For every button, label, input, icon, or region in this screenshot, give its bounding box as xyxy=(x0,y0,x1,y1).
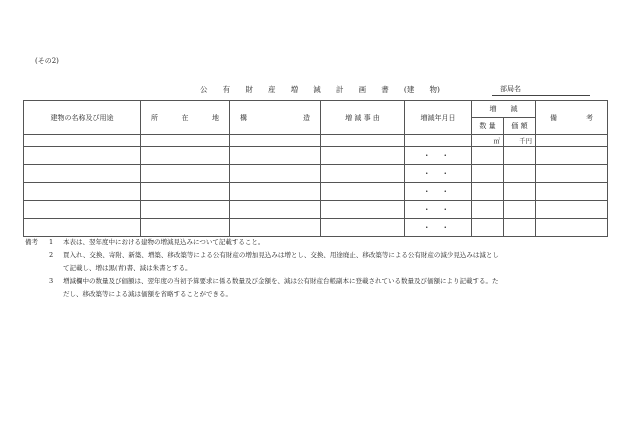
unit-quantity: ㎡ xyxy=(472,135,504,147)
cell-date[interactable] xyxy=(405,135,472,147)
title-char: (建 xyxy=(403,85,415,94)
cell-reason[interactable] xyxy=(321,147,405,165)
cell-price[interactable] xyxy=(504,219,536,237)
cell-name[interactable] xyxy=(24,147,141,165)
notes-section xyxy=(25,236,610,301)
notes-heading: 備考 xyxy=(25,238,38,246)
cell-structure[interactable] xyxy=(230,183,321,201)
cell-reason[interactable] xyxy=(321,219,405,237)
cell-location[interactable] xyxy=(141,135,230,147)
cell-remarks[interactable] xyxy=(536,165,608,183)
cell-quantity[interactable] xyxy=(472,147,504,165)
note-text: 本表は、翌年度中における建物の増減見込みについて記載すること。 xyxy=(63,238,265,246)
note-item xyxy=(25,275,610,288)
cell-reason[interactable] xyxy=(321,135,405,147)
header-name: 建物の名称及び用途 xyxy=(24,101,141,135)
header-location: 所 在 地 xyxy=(141,101,230,135)
property-table xyxy=(23,100,608,237)
note-text-continued: だし、移改築等による減は価額を省略することができる。 xyxy=(63,290,232,298)
header-reason: 増 減 事 由 xyxy=(321,101,405,135)
note-number: 1 xyxy=(49,238,54,246)
header-remarks: 備 考 xyxy=(536,101,608,135)
header-date: 増減年月日 xyxy=(405,101,472,135)
table-row xyxy=(24,183,608,201)
title-char: 画 xyxy=(358,85,367,94)
title-char: 減 xyxy=(313,85,321,94)
cell-name[interactable] xyxy=(24,183,141,201)
note-item xyxy=(25,236,610,249)
table-row xyxy=(24,135,608,147)
cell-structure[interactable] xyxy=(230,219,321,237)
cell-price[interactable] xyxy=(504,183,536,201)
cell-remarks[interactable] xyxy=(536,135,608,147)
cell-remarks[interactable] xyxy=(536,147,608,165)
cell-structure[interactable] xyxy=(230,165,321,183)
table-row xyxy=(24,165,608,183)
header-price: 価 額 xyxy=(504,118,536,135)
cell-date[interactable]: ・ ・ xyxy=(405,183,472,201)
cell-structure[interactable] xyxy=(230,135,321,147)
cell-name[interactable] xyxy=(24,219,141,237)
cell-location[interactable] xyxy=(141,183,230,201)
title-char: 増 xyxy=(290,85,299,94)
page-label: (その2) xyxy=(35,57,59,65)
cell-reason[interactable] xyxy=(321,165,405,183)
cell-remarks[interactable] xyxy=(536,219,608,237)
department-label: 部局名 xyxy=(500,85,521,93)
note-text-continued: て記載し、増は黒(青)書、減は朱書とする。 xyxy=(63,264,192,272)
note-number: 3 xyxy=(49,277,54,285)
cell-name[interactable] xyxy=(24,135,141,147)
title-char: 書 xyxy=(381,85,389,94)
note-number: 2 xyxy=(49,251,54,259)
cell-date[interactable]: ・ ・ xyxy=(405,201,472,219)
cell-structure[interactable] xyxy=(230,147,321,165)
cell-date[interactable]: ・ ・ xyxy=(405,219,472,237)
table-row xyxy=(24,201,608,219)
cell-quantity[interactable] xyxy=(472,183,504,201)
cell-reason[interactable] xyxy=(321,183,405,201)
cell-price[interactable] xyxy=(504,147,536,165)
cell-name[interactable] xyxy=(24,165,141,183)
cell-date[interactable]: ・ ・ xyxy=(405,147,472,165)
cell-name[interactable] xyxy=(24,201,141,219)
note-item xyxy=(25,249,610,262)
header-structure: 構 造 xyxy=(230,101,321,135)
cell-reason[interactable] xyxy=(321,201,405,219)
cell-date[interactable]: ・ ・ xyxy=(405,165,472,183)
title-char: 計 xyxy=(335,85,344,94)
cell-price[interactable] xyxy=(504,165,536,183)
title-char: 産 xyxy=(267,85,276,94)
cell-structure[interactable] xyxy=(230,201,321,219)
cell-location[interactable] xyxy=(141,219,230,237)
cell-location[interactable] xyxy=(141,165,230,183)
title-char: 財 xyxy=(245,85,253,94)
cell-price[interactable] xyxy=(504,201,536,219)
cell-quantity[interactable] xyxy=(472,165,504,183)
note-text: 買入れ、交換、寄附、新築、増築、移改築等による公有財産の増加見込みは増とし、交換、用途廃止、移改築等による公有財産の減少見込みは減とし xyxy=(63,251,499,259)
header-quantity: 数 量 xyxy=(472,118,504,135)
title-char: 公 xyxy=(200,85,208,94)
title-char: 物) xyxy=(429,85,440,94)
form-title xyxy=(200,84,440,95)
note-text: 増減欄中の数量及び価額は、翌年度の当初予算要求に係る数量及び金額を、減は公有財産台帳副本に登載されている数量及び価額により記載する。た xyxy=(63,277,499,285)
table-row xyxy=(24,147,608,165)
cell-quantity[interactable] xyxy=(472,219,504,237)
cell-remarks[interactable] xyxy=(536,183,608,201)
department-field[interactable] xyxy=(492,84,590,96)
table-row xyxy=(24,219,608,237)
cell-remarks[interactable] xyxy=(536,201,608,219)
title-char: 有 xyxy=(222,85,231,94)
header-change: 増 減 xyxy=(472,101,536,118)
unit-price: 千円 xyxy=(504,135,536,147)
cell-location[interactable] xyxy=(141,201,230,219)
cell-location[interactable] xyxy=(141,147,230,165)
cell-quantity[interactable] xyxy=(472,201,504,219)
